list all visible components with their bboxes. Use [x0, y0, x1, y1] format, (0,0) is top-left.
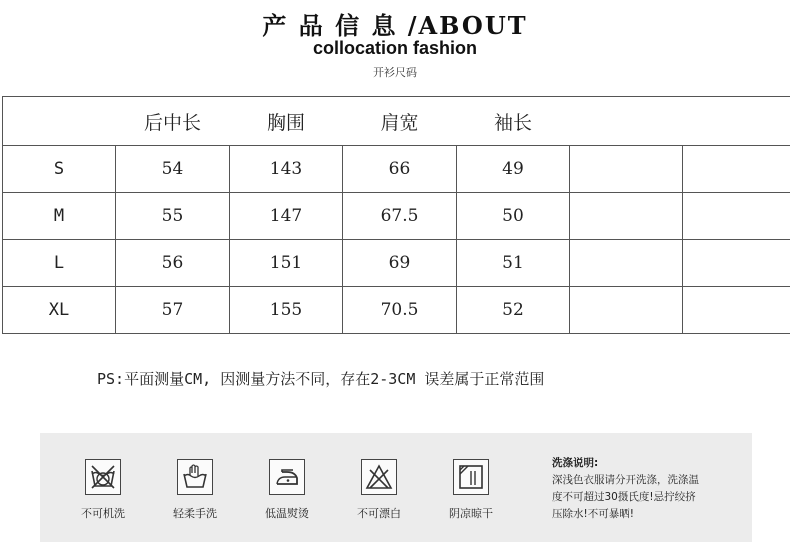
- size-table: [2, 96, 790, 334]
- page-title: 产 品 信 息 /ABOUT: [262, 11, 528, 40]
- value-cell: 66: [343, 146, 457, 193]
- instructions-line: 度不可超过30摄氏度!忌拧绞挤: [552, 491, 696, 503]
- value-cell: 147: [230, 193, 343, 240]
- value-cell: 67.5: [343, 193, 457, 240]
- care-label: 低温熨烫: [265, 507, 309, 520]
- value-cell: 49: [457, 146, 570, 193]
- value-cell: 69: [343, 240, 457, 287]
- care-panel: [40, 433, 752, 542]
- value-cell: 54: [116, 146, 230, 193]
- care-item-gentle-hand-wash: [162, 459, 228, 521]
- value-cell: 155: [230, 287, 343, 334]
- care-item-low-temp-iron: [254, 459, 320, 521]
- table-caption: 开衫尺码: [373, 66, 417, 79]
- instructions-line: 深浅色衣服请分开洗涤，洗涤温: [552, 474, 699, 486]
- value-cell: 52: [457, 287, 570, 334]
- care-label: 轻柔手洗: [173, 507, 217, 520]
- empty-cell: [570, 287, 683, 334]
- value-cell: 50: [457, 193, 570, 240]
- header-cell-empty: [570, 97, 683, 146]
- table-row: [3, 146, 790, 193]
- value-cell: 143: [230, 146, 343, 193]
- empty-cell: [570, 240, 683, 287]
- washing-instructions: [552, 455, 748, 523]
- header-cell-empty: [3, 97, 116, 146]
- size-label: S: [3, 146, 116, 193]
- care-item-shade-dry: [438, 459, 504, 521]
- value-cell: 57: [116, 287, 230, 334]
- empty-cell: [570, 146, 683, 193]
- care-label: 不可漂白: [357, 507, 401, 520]
- empty-cell: [683, 193, 790, 240]
- measurement-note: PS:平面测量CM, 因测量方法不同，存在2-3CM 误差属于正常范围: [97, 370, 545, 388]
- value-cell: 55: [116, 193, 230, 240]
- size-label: XL: [3, 287, 116, 334]
- table-row: [3, 287, 790, 334]
- header-cell-empty: [683, 97, 790, 146]
- table-row: [3, 193, 790, 240]
- no-bleach-icon: [361, 459, 397, 495]
- table-header-row: [3, 97, 790, 146]
- value-cell: 56: [116, 240, 230, 287]
- empty-cell: [683, 240, 790, 287]
- no-machine-wash-icon: [85, 459, 121, 495]
- instructions-heading: 洗涤说明:: [552, 457, 599, 469]
- header-cell-back-length: 后中长: [116, 97, 230, 146]
- empty-cell: [683, 146, 790, 193]
- header-cell-sleeve: 袖长: [457, 97, 570, 146]
- page-subtitle: collocation fashion: [312, 38, 477, 58]
- care-item-no-bleach: [346, 459, 412, 521]
- value-cell: 151: [230, 240, 343, 287]
- table-row: [3, 240, 790, 287]
- instructions-line: 压除水!不可暴晒!: [552, 508, 634, 520]
- shade-dry-icon: [453, 459, 489, 495]
- empty-cell: [570, 193, 683, 240]
- care-label: 阴凉晾干: [449, 507, 493, 520]
- header-cell-shoulder: 肩宽: [343, 97, 457, 146]
- size-label: M: [3, 193, 116, 240]
- header-cell-chest: 胸围: [230, 97, 343, 146]
- gentle-hand-wash-icon: [177, 459, 213, 495]
- size-label: L: [3, 240, 116, 287]
- low-temp-iron-icon: [269, 459, 305, 495]
- care-item-no-machine-wash: [70, 459, 136, 521]
- value-cell: 70.5: [343, 287, 457, 334]
- care-label: 不可机洗: [81, 507, 125, 520]
- empty-cell: [683, 287, 790, 334]
- value-cell: 51: [457, 240, 570, 287]
